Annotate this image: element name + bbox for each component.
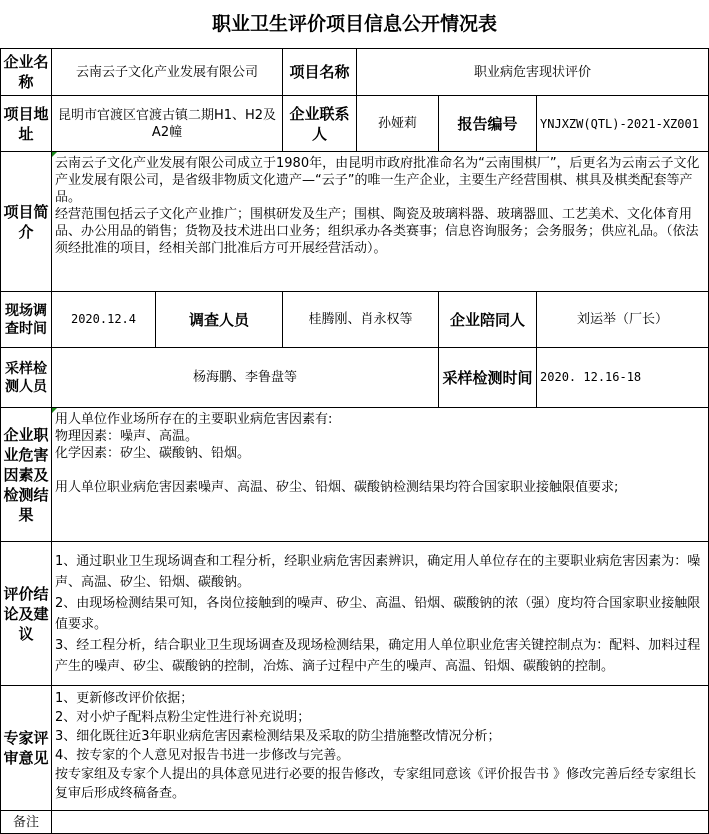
survey-time: 2020.12.4 [52, 292, 156, 348]
sampling-staff-label: 采样检测人员 [1, 348, 52, 408]
sampling-time-label: 采样检测时间 [439, 348, 537, 408]
table-row [1, 811, 709, 834]
address-value: 昆明市官渡区官渡古镇二期H1、H2及A2幢 [52, 96, 283, 152]
report-label: 报告编号 [439, 96, 537, 152]
remarks-value [52, 811, 709, 834]
expert-cell [52, 686, 709, 811]
conclusion-cell [52, 542, 709, 686]
contact-value: 孙娅莉 [357, 96, 439, 152]
page-title: 职业卫生评价项目信息公开情况表 [211, 13, 497, 35]
hazards-text: 用人单位作业场所存在的主要职业病危害因素有: 物理因素：噪声、高温。 化学因素：矽尘、碳酸钠、铅烟。 用人单位职业病危害因素噪声、高温、矽尘、铅烟、碳酸钠检测结果均符合国家职业接触限值要求; [55, 412, 619, 495]
project-value: 职业病危害现状评价 [357, 49, 709, 96]
contact-label: 企业联系人 [283, 96, 357, 152]
expert-label: 专家评审意见 [1, 686, 52, 811]
report-number: YNJXZW(QTL)-2021-XZ001 [537, 96, 709, 152]
escort-label: 企业陪同人 [439, 292, 537, 348]
info-table [0, 48, 709, 834]
table-row [1, 348, 709, 408]
company-label: 企业名称 [1, 49, 52, 96]
intro-text: 云南云子文化产业发展有限公司成立于1980年，由昆明市政府批准命名为“云南围棋厂”，后更名为云南云子文化产业发展有限公司，是省级非物质文化遗产—“云子”的唯一生产企业，主要生产经营围棋、棋具及棋类配套等产品。 经营范围包括云子文化产业推广；围棋研发及生产；围棋、陶瓷及玻璃料器、玻璃器皿、工艺美术、文化体育用品、办公用品的销售；货物及技术进出口业务；组织承办各类赛事；信息咨询服务；会务服务；供应礼品。（依法须经批准的项目，经相关部门批准后方可开展经营活动）。 [55, 156, 700, 256]
remarks-label: 备注 [1, 811, 52, 834]
expert-text: 1、更新修改评价依据； 2、对小炉子配料点粉尘定性进行补充说明； 3、细化既往近3年职业病危害因素检测结果及采取的防尘措施整改情况分析； 4、按专家的个人意见对报告书进一步修改与完善。 按专家组及专家个人提出的具体意见进行必要的报告修改，专家组同意该《评价报告书 》修改完善后经专家组长复审后形成终稿备查。 [55, 691, 697, 801]
survey-time-label: 现场调查时间 [1, 292, 52, 348]
hazards-label: 企业职业危害因素及检测结果 [1, 408, 52, 542]
intro-cell [52, 152, 709, 292]
project-label: 项目名称 [283, 49, 357, 96]
hazards-cell [52, 408, 709, 542]
intro-label: 项目简介 [1, 152, 52, 292]
address-label: 项目地址 [1, 96, 52, 152]
comment-marker-icon [52, 152, 57, 157]
comment-marker-icon [52, 408, 57, 413]
table-row [1, 292, 709, 348]
company-value: 云南云子文化产业发展有限公司 [52, 49, 283, 96]
sampling-time: 2020. 12.16-18 [537, 348, 709, 408]
table-row [1, 152, 709, 292]
table-row [1, 542, 709, 686]
survey-staff-label: 调查人员 [156, 292, 283, 348]
conclusion-label: 评价结论及建议 [1, 542, 52, 686]
table-row [1, 408, 709, 542]
table-row [1, 49, 709, 96]
sampling-staff: 杨海鹏、李鲁盘等 [52, 348, 439, 408]
table-row [1, 96, 709, 152]
escort-value: 刘运举（厂长） [537, 292, 709, 348]
table-row [1, 686, 709, 811]
conclusion-text: 1、通过职业卫生现场调查和工程分析，经职业病危害因素辨识，确定用人单位存在的主要职业病危害因素为：噪声、高温、矽尘、铅烟、碳酸钠。 2、由现场检测结果可知，各岗位接触到的噪声、矽尘、高温、铅烟、碳酸钠的浓（强）度均符合国家职业接触限值要求。 3、经工程分析，结合职业卫生现场调查及现场检测结果，确定用人单位职业危害关键控制点为：配料、加料过程产生的噪声、矽尘、碳酸钠的控制，冶炼、滴子过程中产生的噪声、高温、铅烟、碳酸钠的控制。 [55, 553, 701, 674]
survey-staff: 桂腾刚、肖永权等 [283, 292, 439, 348]
